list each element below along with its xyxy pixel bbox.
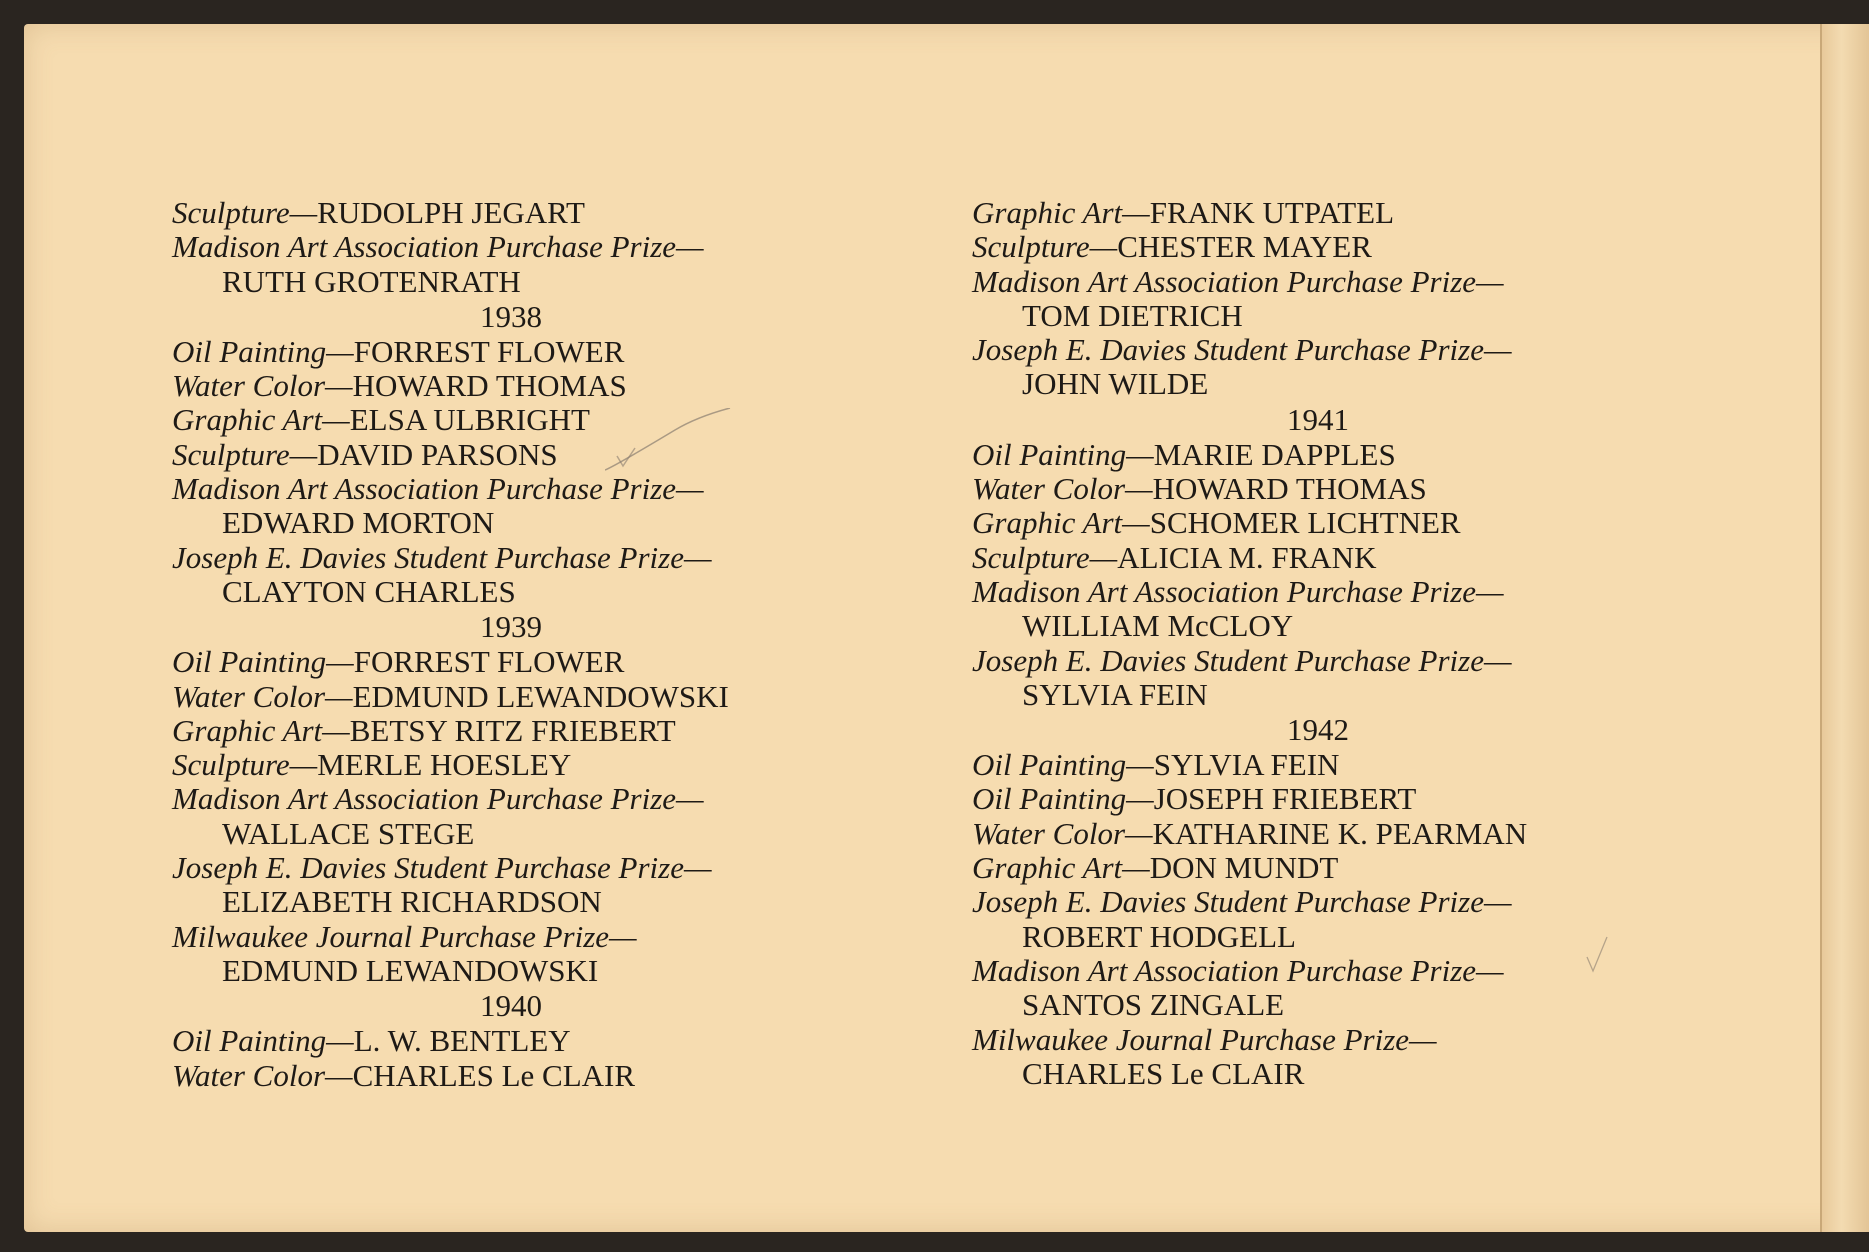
award-entry	[172, 1059, 822, 1093]
year-heading: 1938	[480, 298, 542, 334]
award-category: Joseph E. Davies Student Purchase Prize—	[972, 332, 1512, 368]
award-category: Water Color—	[172, 368, 353, 404]
award-entry	[972, 333, 1672, 367]
award-category: Joseph E. Davies Student Purchase Prize—	[972, 642, 1512, 678]
year-heading: 1941	[1287, 401, 1349, 437]
award-winner: MARIE DAPPLES	[1153, 436, 1396, 472]
award-winner: KATHARINE K. PEARMAN	[1152, 815, 1528, 851]
left-column	[172, 196, 822, 1093]
award-entry	[972, 575, 1672, 609]
award-winner-name: SYLVIA FEIN	[1022, 676, 1208, 712]
award-winner-name: ROBERT HODGELL	[1022, 918, 1296, 954]
year-heading: 1939	[480, 609, 542, 645]
award-category: Water Color—	[972, 471, 1153, 507]
award-winner: ALICIA M. FRANK	[1117, 539, 1377, 575]
award-category: Water Color—	[972, 815, 1153, 851]
award-entry	[172, 680, 822, 714]
award-entry	[972, 230, 1672, 264]
award-entry	[172, 369, 822, 403]
right-column	[972, 196, 1672, 1091]
award-winner: JOSEPH FRIEBERT	[1153, 781, 1417, 817]
award-category: Water Color—	[172, 678, 353, 714]
award-category: Oil Painting—	[172, 333, 354, 369]
award-winner-name: SANTOS ZINGALE	[1022, 987, 1285, 1023]
award-category: Madison Art Association Purchase Prize—	[972, 263, 1504, 299]
award-winner: SYLVIA FEIN	[1153, 747, 1340, 783]
award-winner: BETSY RITZ FRIEBERT	[349, 712, 676, 748]
award-category: Oil Painting—	[172, 644, 354, 680]
award-winner: HOWARD THOMAS	[1152, 471, 1427, 507]
award-winner: CHARLES Le CLAIR	[352, 1057, 636, 1093]
award-category: Graphic Art—	[972, 505, 1150, 541]
award-category: Joseph E. Davies Student Purchase Prize—	[172, 539, 712, 575]
award-entry	[972, 851, 1672, 885]
year-heading: 1940	[480, 988, 542, 1024]
award-category: Sculpture—	[172, 436, 318, 472]
award-category: Sculpture—	[172, 195, 318, 230]
award-entry	[972, 265, 1672, 299]
award-winner: CHESTER MAYER	[1117, 229, 1372, 265]
award-entry	[172, 335, 822, 369]
award-category: Oil Painting—	[972, 747, 1154, 783]
award-winner: FRANK UTPATEL	[1149, 195, 1395, 230]
award-entry	[972, 196, 1672, 230]
award-entry	[972, 817, 1672, 851]
award-category: Oil Painting—	[172, 1023, 354, 1059]
award-entry	[172, 782, 822, 816]
award-entry	[172, 714, 822, 748]
award-winner: SCHOMER LICHTNER	[1149, 505, 1461, 541]
award-winner: DON MUNDT	[1149, 850, 1339, 886]
award-entry	[172, 541, 822, 575]
award-category: Sculpture—	[972, 539, 1118, 575]
award-category: Oil Painting—	[972, 781, 1154, 817]
award-entry	[972, 748, 1672, 782]
award-category: Sculpture—	[172, 747, 318, 783]
award-entry	[972, 506, 1672, 540]
award-entry	[972, 782, 1672, 816]
award-winner-name: CLAYTON CHARLES	[222, 573, 516, 609]
award-category: Graphic Art—	[972, 850, 1150, 886]
award-category: Joseph E. Davies Student Purchase Prize—	[172, 850, 712, 886]
award-entry	[972, 1023, 1672, 1057]
award-winner-name: WILLIAM McCLOY	[1022, 608, 1294, 644]
award-category: Madison Art Association Purchase Prize—	[172, 229, 704, 265]
award-winner-name: JOHN WILDE	[1022, 366, 1209, 402]
award-winner-name: EDMUND LEWANDOWSKI	[222, 952, 599, 988]
award-winner: MERLE HOESLEY	[317, 747, 572, 783]
award-entry	[172, 645, 822, 679]
award-category: Madison Art Association Purchase Prize—	[972, 952, 1504, 988]
award-category: Madison Art Association Purchase Prize—	[172, 781, 704, 817]
award-winner: DAVID PARSONS	[317, 436, 558, 472]
award-entry	[972, 885, 1672, 919]
award-category: Joseph E. Davies Student Purchase Prize—	[972, 884, 1512, 920]
award-winner: EDMUND LEWANDOWSKI	[352, 678, 729, 714]
award-entry	[172, 920, 822, 954]
award-entry	[972, 472, 1672, 506]
pencil-check-mark	[605, 408, 735, 478]
page-gutter	[1820, 24, 1869, 1232]
award-category: Graphic Art—	[172, 712, 350, 748]
award-winner: FORREST FLOWER	[353, 644, 625, 680]
award-entry	[972, 438, 1672, 472]
award-category: Graphic Art—	[972, 195, 1150, 230]
award-winner: RUDOLPH JEGART	[317, 195, 585, 230]
pencil-tick-mark	[1585, 935, 1615, 975]
award-winner-name: TOM DIETRICH	[1022, 297, 1243, 333]
award-winner-name: ELIZABETH RICHARDSON	[222, 884, 602, 920]
award-category: Milwaukee Journal Purchase Prize—	[972, 1021, 1437, 1057]
award-winner-name: EDWARD MORTON	[222, 505, 495, 541]
year-heading: 1942	[1287, 712, 1349, 748]
award-winner-name: RUTH GROTENRATH	[222, 263, 521, 299]
award-winner: HOWARD THOMAS	[352, 368, 627, 404]
award-entry	[172, 196, 822, 230]
award-category: Water Color—	[172, 1057, 353, 1093]
award-entry	[972, 644, 1672, 678]
award-category: Madison Art Association Purchase Prize—	[172, 471, 704, 507]
award-category: Sculpture—	[972, 229, 1118, 265]
award-winner-name: WALLACE STEGE	[222, 815, 475, 851]
award-winner: L. W. BENTLEY	[353, 1023, 571, 1059]
award-category: Milwaukee Journal Purchase Prize—	[172, 918, 637, 954]
award-category: Graphic Art—	[172, 402, 350, 438]
award-entry	[172, 230, 822, 264]
award-winner: ELSA ULBRIGHT	[349, 402, 590, 438]
award-entry	[172, 748, 822, 782]
award-winner: FORREST FLOWER	[353, 333, 625, 369]
award-category: Madison Art Association Purchase Prize—	[972, 573, 1504, 609]
award-entry	[172, 851, 822, 885]
award-entry	[172, 1024, 822, 1058]
award-winner-name: CHARLES Le CLAIR	[1022, 1055, 1305, 1091]
award-category: Oil Painting—	[972, 436, 1154, 472]
award-entry	[972, 541, 1672, 575]
award-entry	[972, 954, 1672, 988]
